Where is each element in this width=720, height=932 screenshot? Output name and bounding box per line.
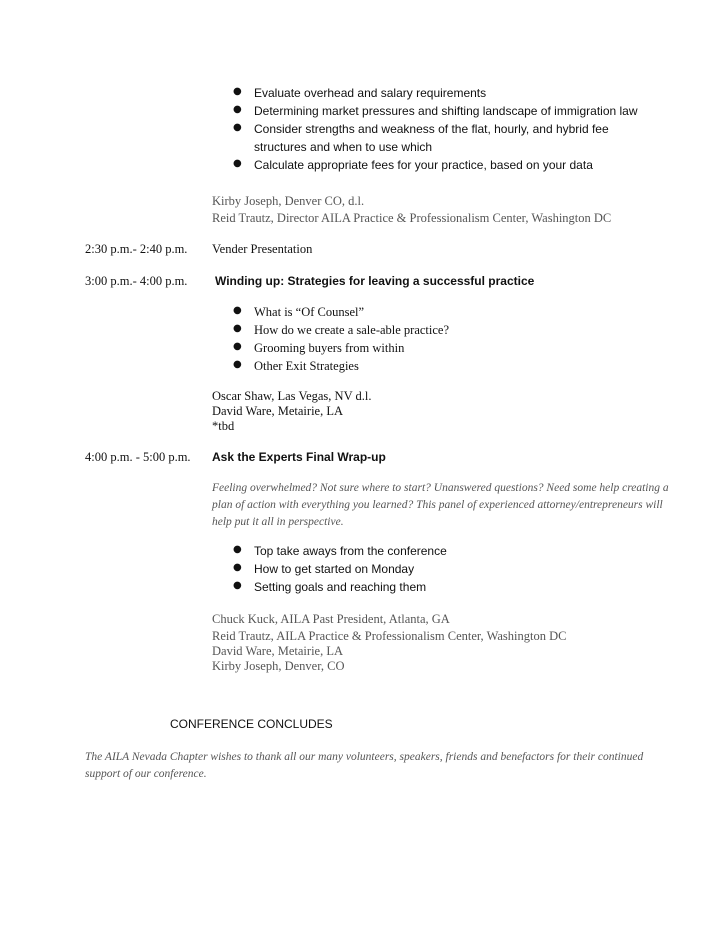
speaker-line: Kirby Joseph, Denver CO, d.l. [212,194,365,208]
session-title: Winding up: Strategies for leaving a successful practice [215,274,535,288]
list-item: ● Top take aways from the conference [233,544,447,558]
speaker-line: Oscar Shaw, Las Vegas, NV d.l. [212,389,372,403]
session-title: Vender Presentation [212,242,313,256]
list-item-continuation: structures and when to use which [254,140,433,154]
list-item: ● Evaluate overhead and salary requirements [233,86,487,100]
session-title: Ask the Experts Final Wrap-up [212,450,386,464]
session-time: 3:00 p.m.- 4:00 p.m. [85,274,188,288]
bullet-icon: ● [233,359,242,370]
list-item: ● Determining market pressures and shifting landscape of immigration law [233,104,638,118]
bullet-icon: ● [233,562,242,573]
bullet-icon: ● [233,158,242,169]
speaker-line: David Ware, Metairie, LA [212,644,344,658]
speaker-line: Reid Trautz, AILA Practice & Professionalism Center, Washington DC [212,629,567,643]
top-bullet-list [233,86,638,176]
experts-bullet-list [233,544,447,598]
session-time: 4:00 p.m. - 5:00 p.m. [85,450,191,464]
conclusion-heading: CONFERENCE CONCLUDES [170,717,333,731]
list-item: ● Consider strengths and weakness of the flat, hourly, and hybrid fee [233,122,609,136]
bullet-icon: ● [233,341,242,352]
winding-bullet-list [233,305,450,377]
speaker-line: Kirby Joseph, Denver, CO [212,659,345,673]
speaker-line: David Ware, Metairie, LA [212,404,344,418]
list-item: ● What is “Of Counsel” [233,305,365,319]
list-item: ● Setting goals and reaching them [233,580,427,594]
bullet-icon: ● [233,305,242,316]
thanks-note: The AILA Nevada Chapter wishes to thank all our many volunteers, speakers, friends and benefactors for their continued support of our conference. [85,751,644,780]
session-description: Feeling overwhelmed? Not sure where to start? Unanswered questions? Need some help creating a plan of action with everything you learned? This panel of experienced attorney/entrepreneurs will help put it all in perspective. [212,482,669,528]
bullet-icon: ● [233,86,242,97]
list-item: ● How do we create a sale-able practice? [233,323,450,337]
session-time: 2:30 p.m.- 2:40 p.m. [85,242,188,256]
list-item: ● Grooming buyers from within [233,341,405,355]
list-item: ● Other Exit Strategies [233,359,359,373]
speaker-line: Reid Trautz, Director AILA Practice & Professionalism Center, Washington DC [212,211,612,225]
bullet-icon: ● [233,580,242,591]
speaker-line: Chuck Kuck, AILA Past President, Atlanta, GA [212,612,450,626]
speaker-line: *tbd [212,419,235,433]
bullet-icon: ● [233,104,242,115]
list-item: ● How to get started on Monday [233,562,415,576]
list-item: ● Calculate appropriate fees for your practice, based on your data [233,158,593,172]
bullet-icon: ● [233,323,242,334]
bullet-icon: ● [233,544,242,555]
bullet-icon: ● [233,122,242,133]
